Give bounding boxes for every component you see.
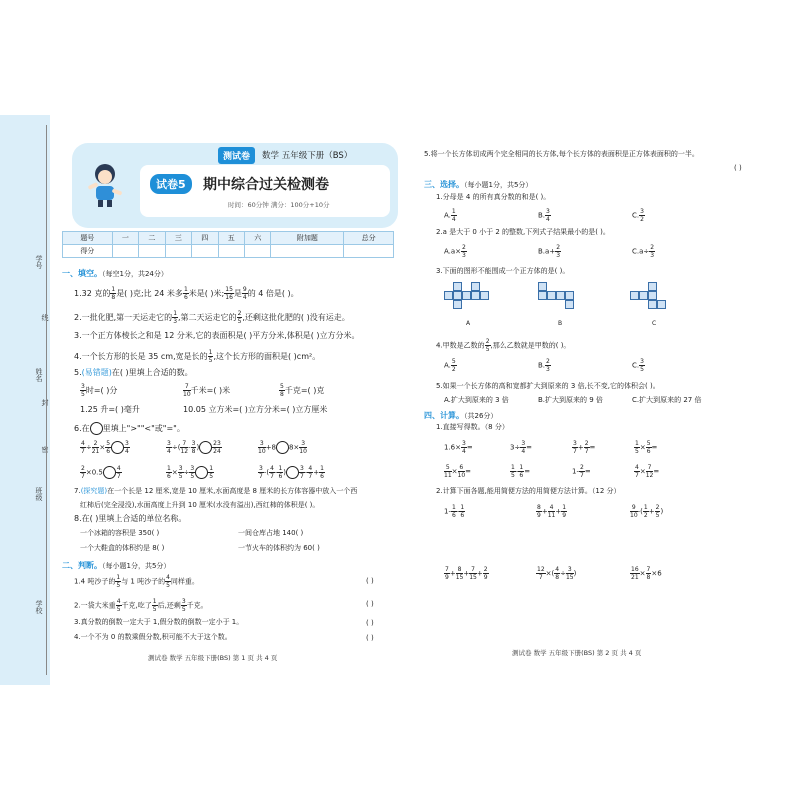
q6-compare-4: $\frac{2}{7}$ ×0.5 $\frac{4}{7}$ [81,465,121,480]
score-header: 三 [165,232,191,245]
binding-label-secret: 密 [41,446,49,453]
q8-item-1: 一个冰箱的容积是 350( ) [80,529,160,537]
net-shape-c [630,282,680,318]
q5-item-3: $\frac{5}{8}$ 千克=( )克 [280,383,325,398]
score-cell[interactable] [244,245,270,258]
blank-circle[interactable] [90,422,103,435]
question-2: 2.一批化肥,第一天运走它的 $\frac{1}{3}$ ,第二天运走它的 $\frac{2}{5}$ ,还剩这批化肥的( )没有运走。 [74,310,350,325]
judge-1: 1.4 吨沙子的 $\frac{1}{5}$ 与 1 吨沙子的 $\frac{4}{5}$ 同样重。 [74,574,199,589]
score-header: 二 [139,232,165,245]
subject-line: 数学 五年级下册（BS） [262,151,353,161]
score-header: 四 [192,232,218,245]
calc-13: $\frac{12}{7}$ ×( $\frac{4}{8}$ ÷ $\frac{3}{15}$ ) [537,566,577,581]
score-header: 题号 [63,232,113,245]
q5-item-4: 1.25 升=( )毫升 [80,405,140,414]
judge-5: 5.将一个长方体切成两个完全相同的长方体,每个长方体的表面积是正方体表面积的一半。 [424,150,699,158]
calc-10: $\frac{8}{9}$ + $\frac{4}{11}$ + $\frac{1}{9}$ [537,504,567,519]
q6-compare-2: $\frac{3}{4}$ ÷( $\frac{7}{12}$ - $\frac{3}{8}$ ) $\frac{23}{24}$ [167,440,221,455]
section-choice: 三、选择。（每小题1分，共5分） [424,180,533,189]
brand-badge: 测试卷 [218,147,255,164]
score-cell[interactable] [165,245,191,258]
binding-label-name: 姓名 [35,368,43,382]
question-8: 8.在( )里填上合适的单位名称。 [74,514,187,523]
choice-2-option-b[interactable]: B.a+ $\frac{2}{3}$ [538,244,561,259]
score-cell[interactable] [218,245,244,258]
mascot-illustration [84,160,126,208]
binding-label-school: 学校 [35,600,43,614]
choice-3: 3.下面的图形不能围成一个正方体的是( )。 [436,267,570,275]
binding-line [46,125,47,675]
question-7-line-2: 红柿后(完全浸没),水面高度上升到 10 厘米(水没有溢出),西红柿的体积是( )。 [80,501,320,509]
paper-number-badge: 试卷5 [150,174,192,194]
calc-8: $\frac{4}{7}$ × $\frac{7}{12}$ = [635,464,660,479]
judge-4: 4.一个不为 0 的数乘假分数,积可能不大于这个数。 [74,633,232,641]
choice-5: 5.如果一个长方体的高和宽都扩大到原来的 3 倍,长不变,它的体积会( )。 [436,382,660,390]
calc-11: $\frac{9}{10}$ -( $\frac{1}{2}$ + $\frac{2}{5}$ ) [630,504,664,519]
net-shape-b [538,282,588,318]
section-fill-blank: 一、填空。（每空1分，共24分） [62,269,168,278]
q6-compare-6: $\frac{3}{7}$ -( $\frac{4}{7}$ - $\frac{1}{6}$ ) $\frac{3}{7}$ - $\frac{4}{7}$ + $\frac{1}{6}$ [259,465,324,480]
score-table [62,231,394,258]
calc-14: $\frac{16}{21}$ × $\frac{7}{8}$ ×6 [631,566,662,581]
choice-1-option-b[interactable]: B. $\frac{3}{4}$ [538,208,550,223]
time-score-info: 时间：60分钟 满分：100分+10分 [228,201,330,209]
question-3: 3.一个正方体棱长之和是 12 分米,它的表面积是( )平方分米,体积是( )立方分米。 [74,331,360,340]
choice-1: 1.分母是 4 的所有真分数的和是( )。 [436,193,551,201]
q6-compare-1: $\frac{4}{7}$ ÷ $\frac{2}{21}$ × $\frac{5}{6}$ $\frac{3}{4}$ [81,440,129,455]
calc-4: $\frac{1}{5}$ × $\frac{5}{6}$ = [635,440,658,455]
choice-2-option-c[interactable]: C.a÷ $\frac{2}{3}$ [632,244,655,259]
q8-item-2: 一间仓库占地 140( ) [238,529,304,537]
section-calculation: 四、计算。（共26分） [424,411,498,420]
calc-3: $\frac{3}{7}$ + $\frac{2}{7}$ = [573,440,596,455]
choice-5-option-b[interactable]: B.扩大到原来的 9 倍 [538,396,603,404]
judge-5-answer[interactable]: ( ) [734,164,742,172]
score-row-label: 得分 [63,245,113,258]
page-footer-right: 测试卷 数学 五年级下册(BS) 第 2 页 共 4 页 [512,649,642,657]
score-header: 总分 [344,232,394,245]
calc-5: $\frac{5}{11}$ × $\frac{6}{10}$ = [444,464,472,479]
binding-label-line: 线 [41,314,49,321]
choice-4-option-a[interactable]: A. $\frac{5}{2}$ [444,358,456,373]
judge-1-answer[interactable]: ( ) [366,577,374,585]
judge-2: 2.一袋大米重 $\frac{4}{5}$ 千克,吃了 $\frac{1}{5}$ 后,还剩 $\frac{3}{5}$ 千克。 [74,598,208,613]
net-label-c[interactable]: C [652,320,657,327]
judge-2-answer[interactable]: ( ) [366,600,374,608]
score-cell[interactable] [112,245,138,258]
calc-2: 3÷ $\frac{3}{4}$ = [510,440,533,455]
question-5: 5.(易错题)在( )里填上合适的数。 [74,368,193,377]
judge-3-answer[interactable]: ( ) [366,619,374,627]
choice-4-option-c[interactable]: C. $\frac{3}{5}$ [632,358,644,373]
score-cell[interactable] [139,245,165,258]
question-7: 7.(探究题)在一个长是 12 厘米,宽是 10 厘米,水面高度是 8 厘米的长方体容器中放入一个西 [74,487,358,495]
net-shape-a [444,282,494,318]
choice-4: 4.甲数是乙数的 $\frac{2}{5}$ ,那么乙数就是甲数的( )。 [436,338,571,353]
q8-item-3: 一个大鞋盒的体积约是 8( ) [80,544,165,552]
question-6: 6.在 里填上">""<"或"="。 [74,424,185,433]
choice-2-option-a[interactable]: A.a× $\frac{2}{3}$ [444,244,466,259]
score-cell[interactable] [192,245,218,258]
q5-item-1: $\frac{3}{5}$ 时=( )分 [81,383,118,398]
choice-2: 2.a 是大于 0 小于 2 的整数,下列式子结果最小的是( )。 [436,228,610,236]
calc-1: 1.6× $\frac{3}{4}$ = [444,440,473,455]
calc-12: $\frac{7}{9}$ + $\frac{8}{15}$ + $\frac{7}{15}$ + $\frac{2}{9}$ [445,566,488,581]
choice-4-option-b[interactable]: B. $\frac{2}{3}$ [538,358,550,373]
net-label-a[interactable]: A [466,320,471,327]
q6-compare-5: $\frac{1}{6}$ × $\frac{3}{5}$ ÷ $\frac{3}{5}$ $\frac{1}{5}$ [167,465,214,480]
q8-item-4: 一节火车的体积约为 60( ) [238,544,320,552]
choice-5-option-c[interactable]: C.扩大到原来的 27 倍 [632,396,702,404]
score-header: 五 [218,232,244,245]
section-true-false: 二、判断。（每小题1分，共5分） [62,561,171,570]
score-cell[interactable] [271,245,344,258]
score-cell[interactable] [344,245,394,258]
question-1: 1.32 克的 $\frac{1}{8}$ 是( )克;比 24 米多 $\frac{1}{6}$ 米是( )米; $\frac{15}{16}$ 是 $\frac{9}{4}$ 的 4 倍是( )。 [74,286,299,301]
calc-6: $\frac{1}{5}$ - $\frac{1}{6}$ = [511,464,531,479]
judge-4-answer[interactable]: ( ) [366,634,374,642]
q5-item-5: 10.05 立方米=( )立方分米=( )立方厘米 [183,405,328,414]
choice-1-option-c[interactable]: C. $\frac{3}{2}$ [632,208,644,223]
judge-3: 3.真分数的倒数一定大于 1,假分数的倒数一定小于 1。 [74,618,244,626]
calc-9: 1- $\frac{1}{6}$ - $\frac{1}{6}$ [444,504,465,519]
page-footer-left: 测试卷 数学 五年级下册(BS) 第 1 页 共 4 页 [148,654,278,662]
score-header: 附加题 [271,232,344,245]
calc-part-1: 1.直接写得数。（8 分） [436,423,509,431]
calc-part-2: 2.计算下面各题,能用简便方法的用简便方法计算。（12 分） [436,487,621,495]
q5-item-2: $\frac{7}{10}$ 千米=( )米 [183,383,231,398]
choice-1-option-a[interactable]: A. $\frac{1}{4}$ [444,208,456,223]
binding-label-class: 班级 [35,487,43,501]
calc-7: 1- $\frac{2}{7}$ = [572,464,591,479]
score-header: 一 [112,232,138,245]
binding-label-seal: 封 [41,399,49,406]
paper-title: 期中综合过关检测卷 [203,177,329,193]
binding-label-student-id: 学号 [35,255,43,269]
score-header: 六 [244,232,270,245]
q6-compare-3: $\frac{3}{10}$ +8 8× $\frac{3}{10}$ [258,440,307,455]
choice-5-option-a[interactable]: A.扩大到原来的 3 倍 [444,396,509,404]
net-label-b[interactable]: B [558,320,563,327]
question-4: 4.一个长方形的长是 35 cm,宽是长的 $\frac{1}{5}$ ,这个长方形的面积是( )cm²。 [74,349,321,364]
